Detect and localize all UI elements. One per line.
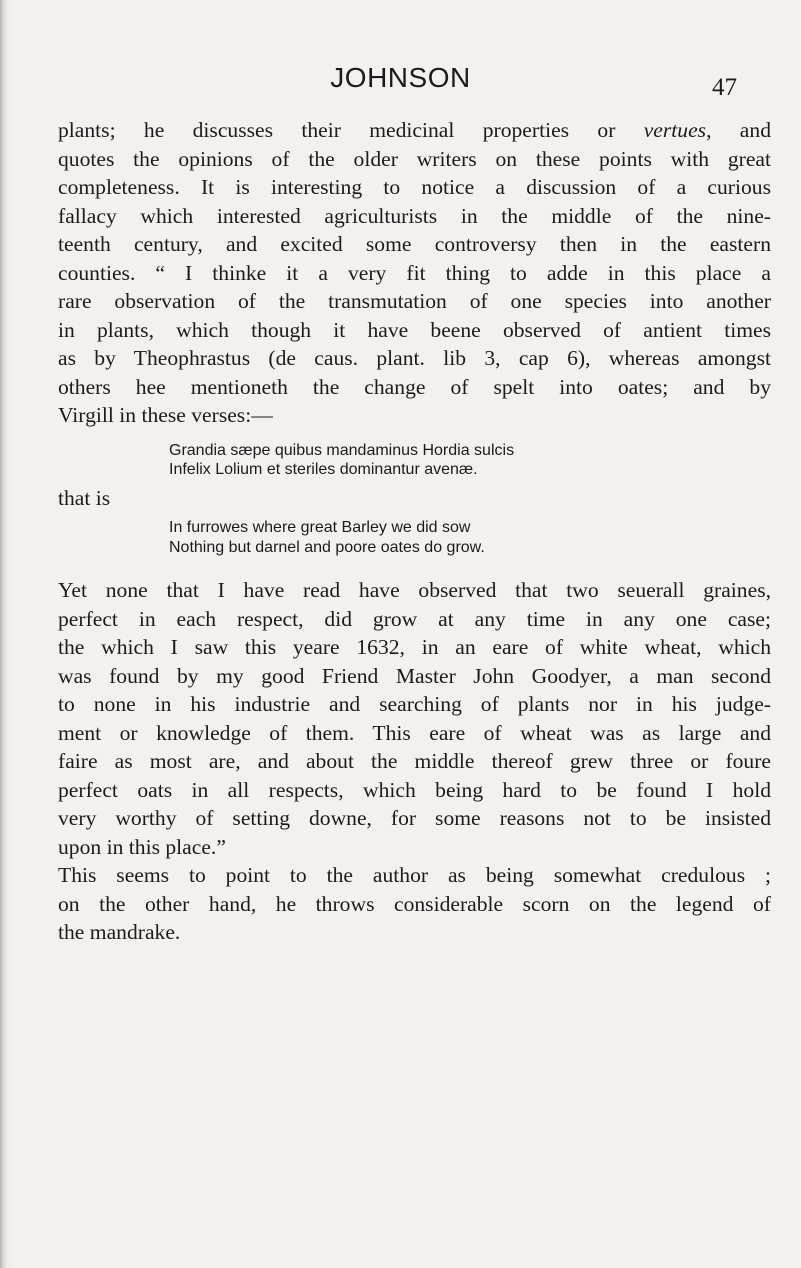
running-title: JOHNSON <box>330 62 471 93</box>
text-line: Virgill in these verses:— <box>58 403 273 427</box>
text-line: in plants, which though it have beene observed of antient times <box>58 317 771 342</box>
text-line: plants; he discusses their medicinal properties or vertues, and <box>58 118 771 142</box>
text-line: very worthy of setting downe, for some reasons not to be insisted <box>58 806 771 830</box>
paragraph-1 <box>58 116 771 430</box>
text-line: ment or knowledge of them. This eare of wheat was as large and <box>58 720 771 745</box>
page-binding-edge <box>0 0 9 1268</box>
page-number: 47 <box>712 74 737 101</box>
text-line: the mandrake. <box>58 920 181 944</box>
verse-line: In furrowes where great Barley we did sow <box>169 519 471 536</box>
verse-line: Nothing but darnel and poore oates do grow. <box>169 538 485 556</box>
text-line: Yet none that I have read have observed that two seuerall graines, <box>58 578 771 602</box>
text-line: fallacy which interested agriculturists in the middle of the nine- <box>58 203 771 228</box>
text-line: teenth century, and excited some controversy then in the eastern <box>58 232 771 256</box>
paragraph-2 <box>58 576 771 861</box>
text-line: as by Theophrastus (de caus. plant. lib 3, cap 6), whereas amongst <box>58 346 771 370</box>
text-line: to none in his industrie and searching of plants nor in his judge- <box>58 692 771 716</box>
text-line: faire as most are, and about the middle thereof grew three or foure <box>58 749 771 773</box>
text-line: perfect in each respect, did grow at any time in any one case; <box>58 606 771 631</box>
english-verse <box>169 518 771 557</box>
bridge-text: that is <box>58 485 111 510</box>
verse-line: Grandia sæpe quibus mandaminus Hordia sulcis <box>169 441 515 459</box>
text-line: This seems to point to the author as being somewhat credulous ; <box>58 863 771 887</box>
italic-term: vertues <box>643 118 707 142</box>
text-line: rare observation of the transmutation of one species into another <box>58 289 771 313</box>
text-line: quotes the opinions of the older writers on these points with great <box>58 146 771 171</box>
latin-verse <box>169 441 771 480</box>
text-line: on the other hand, he throws considerable scorn on the legend of <box>58 891 771 916</box>
verse-line: Infelix Lolium et steriles dominantur avenæ. <box>169 461 478 478</box>
main-text <box>58 112 771 947</box>
paragraph-3 <box>58 861 771 947</box>
text-line: perfect oats in all respects, which being hard to be found I hold <box>58 777 771 802</box>
text-line: was found by my good Friend Master John Goodyer, a man second <box>58 663 771 688</box>
text-line: the which I saw this yeare 1632, in an eare of white wheat, which <box>58 635 771 659</box>
text-line: completeness. It is interesting to notice a discussion of a curious <box>58 175 771 199</box>
text-line: others hee mentioneth the change of spelt into oates; and by <box>58 374 771 399</box>
text-line: upon in this place.” <box>58 834 226 859</box>
text-line: counties. “ I thinke it a very fit thing to adde in this place a <box>58 260 771 285</box>
